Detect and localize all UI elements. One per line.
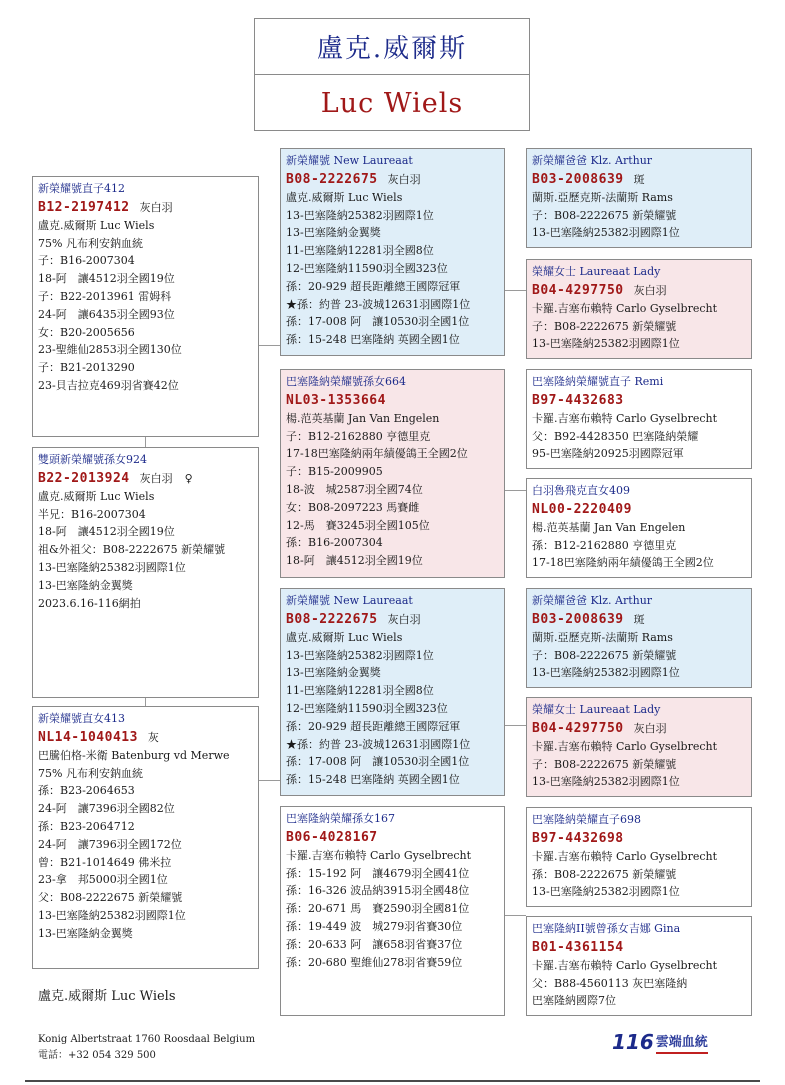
pedigree-box-dam-left: [32, 706, 259, 969]
title-chinese: 盧克.威爾斯: [255, 19, 529, 75]
box-header: 巴塞隆納榮耀孫女167: [286, 812, 395, 825]
ring-number: B06-4028167: [286, 829, 378, 845]
info-line: 盧克.威爾斯 Luc Wiels: [38, 218, 155, 232]
info-line: 孫：15-192 阿 讓4679羽全國41位: [286, 866, 470, 880]
info-line: 孫：15-248 巴塞隆納 英國全國1位: [286, 333, 460, 347]
title-box: [254, 18, 530, 131]
bottom-divider: [25, 1080, 760, 1082]
box-header: 新榮耀爸爸 Klz. Arthur: [532, 154, 653, 167]
ring-number: B04-4297750: [532, 720, 624, 736]
logo-number: 116: [612, 1030, 654, 1054]
info-line: 95-巴塞隆納20925羽國際冠軍: [532, 447, 684, 461]
info-line: 子：B08-2222675 新榮耀號: [532, 208, 677, 222]
info-line: 17-18巴塞隆納兩年績優鴿王全國2位: [532, 556, 714, 570]
info-line: 巴塞隆納國際7位: [532, 994, 616, 1008]
info-line: 父：B92-4428350 巴塞隆納榮耀: [532, 429, 699, 443]
info-line: 23-聖維仙2853羽全國130位: [38, 343, 182, 357]
info-line: 子：B21-2013290: [38, 361, 135, 375]
info-line: 13-巴塞隆納25382羽國際1位: [38, 560, 186, 574]
info-line: 子：B08-2222675 新榮耀號: [532, 648, 677, 662]
connector: [504, 490, 526, 491]
info-line: 12-巴塞隆納11590羽全國323位: [286, 701, 448, 715]
pedigree-box-ggp7: [526, 807, 752, 907]
female-sex-icon: ♀: [184, 471, 193, 485]
plumage-color: 灰白羽: [387, 172, 421, 186]
info-line: 孫：20-671 馬 賽2590羽全國81位: [286, 902, 470, 916]
info-line: 13-巴塞隆納25382羽國際1位: [532, 885, 680, 899]
info-line: 孫：B23-2064653: [38, 784, 135, 798]
info-line: 孫：B12-2162880 亨德里克: [532, 538, 677, 552]
ring-number: B03-2008639: [532, 611, 624, 627]
info-line: 孫：B08-2222675 新榮耀號: [532, 867, 677, 881]
box-header: 雙頭新榮耀號孫女924: [38, 453, 147, 466]
breeder-name: 盧克.威爾斯 Luc Wiels: [38, 989, 176, 1004]
connector: [504, 725, 526, 726]
info-line: 孫：20-929 超長距離總王國際冠軍: [286, 719, 461, 733]
info-line: 2023.6.16-116網拍: [38, 596, 141, 610]
info-line: 蘭斯.亞歷克斯-法蘭斯 Rams: [532, 630, 673, 644]
info-line: 蘭斯.亞歷克斯-法蘭斯 Rams: [532, 190, 673, 204]
ring-number: B04-4297750: [532, 282, 624, 298]
ring-number: NL14-1040413: [38, 729, 138, 745]
info-line: 11-巴塞隆納12281羽全國8位: [286, 244, 434, 258]
info-line: 12-馬 賽3245羽全國105位: [286, 518, 430, 532]
box-header: 新榮耀號直子412: [38, 182, 125, 195]
box-header: 巴塞隆納榮耀號孫女664: [286, 375, 406, 388]
info-line: 孫：20-929 超長距離總王國際冠軍: [286, 279, 461, 293]
plumage-color: 灰白羽: [633, 721, 667, 735]
info-line: 18-阿 讓4512羽全國19位: [286, 554, 423, 568]
plumage-color: 灰: [147, 730, 159, 744]
info-line: ★孫：約普 23-波城12631羽國際1位: [286, 737, 471, 751]
info-line: 子：B08-2222675 新榮耀號: [532, 757, 677, 771]
info-line: 75% 凡布利安鈉血統: [38, 766, 143, 780]
connector: [145, 698, 146, 706]
info-line: 孫：19-449 波 城279羽省賽30位: [286, 919, 463, 933]
info-line: 13-巴塞隆納25382羽國際1位: [286, 208, 434, 222]
ring-number: B22-2013924: [38, 470, 130, 486]
connector: [258, 780, 280, 781]
pedigree-box-ggp8: [526, 916, 752, 1016]
plumage-color: 灰白羽: [139, 471, 173, 485]
pedigree-box-ggp6: [526, 697, 752, 797]
info-line: 75% 凡布利安鈉血統: [38, 236, 143, 250]
ring-number: B03-2008639: [532, 171, 624, 187]
info-line: 卡羅.吉塞布賴特 Carlo Gyselbrecht: [532, 739, 718, 753]
pedigree-box-ggp5: [526, 588, 752, 688]
info-line: ★孫：約普 23-波城12631羽國際1位: [286, 297, 471, 311]
info-line: 子：B22-2013961 雷姆科: [38, 289, 172, 303]
info-line: 13-巴塞隆納25382羽國際1位: [38, 908, 186, 922]
info-line: 曾：B21-1014649 佛米拉: [38, 855, 172, 869]
info-line: 13-巴塞隆納25382羽國際1位: [532, 337, 680, 351]
box-header: 榮耀女士 Laureaat Lady: [532, 265, 661, 278]
pedigree-box-gp1: [280, 148, 505, 356]
info-line: 24-阿 讓7396羽全國82位: [38, 802, 175, 816]
pedigree-box-gp2: [280, 369, 505, 578]
info-line: 11-巴塞隆納12281羽全國8位: [286, 684, 434, 698]
info-line: 24-阿 讓7396羽全國172位: [38, 837, 182, 851]
info-line: 父：B08-2222675 新榮耀號: [38, 891, 183, 905]
box-header: 巴塞隆納II號曾孫女吉娜 Gina: [532, 922, 681, 935]
info-line: 祖&外祖父：B08-2222675 新榮耀號: [38, 543, 226, 557]
info-line: 卡羅.吉塞布賴特 Carlo Gyselbrecht: [286, 848, 472, 862]
box-header: 新榮耀爸爸 Klz. Arthur: [532, 594, 653, 607]
logo: [612, 1030, 708, 1054]
info-line: 卡羅.吉塞布賴特 Carlo Gyselbrecht: [532, 849, 718, 863]
info-line: 24-阿 讓6435羽全國93位: [38, 307, 175, 321]
ring-number: NL00-2220409: [532, 501, 632, 517]
info-line: 楊.范英基蘭 Jan Van Engelen: [286, 411, 440, 425]
connector: [258, 345, 280, 346]
ring-number: B08-2222675: [286, 611, 378, 627]
box-header: 新榮耀號直女413: [38, 712, 125, 725]
address: Konig Albertstraat 1760 Roosdaal Belgium: [38, 1034, 256, 1045]
info-line: 女：B20-2005656: [38, 325, 135, 339]
info-line: 孫：16-326 波品納3915羽全國48位: [286, 884, 470, 898]
connector: [145, 437, 146, 447]
ring-number: B01-4361154: [532, 939, 624, 955]
info-line: 卡羅.吉塞布賴特 Carlo Gyselbrecht: [532, 301, 718, 315]
pedigree-box-ggp4: [526, 478, 752, 578]
info-line: 12-巴塞隆納11590羽全國323位: [286, 261, 448, 275]
pedigree-box-subject: [32, 447, 259, 698]
pedigree-box-ggp3: [526, 369, 752, 469]
info-line: 卡羅.吉塞布賴特 Carlo Gyselbrecht: [532, 958, 718, 972]
info-line: 孫：17-008 阿 讓10530羽全國1位: [286, 315, 470, 329]
box-header: 巴塞隆納榮耀直子698: [532, 813, 641, 826]
info-line: 17-18巴塞隆納兩年績優鴿王全國2位: [286, 447, 468, 461]
connector: [504, 290, 526, 291]
pedigree-box-ggp1: [526, 148, 752, 248]
info-line: 孫：20-680 聖維仙278羽省賽59位: [286, 955, 463, 969]
info-line: 18-阿 讓4512羽全國19位: [38, 272, 175, 286]
info-line: 子：B15-2009905: [286, 465, 383, 479]
info-line: 18-波 城2587羽全國74位: [286, 482, 423, 496]
info-line: 子：B08-2222675 新榮耀號: [532, 319, 677, 333]
ring-number: B97-4432683: [532, 392, 624, 408]
ring-number: B97-4432698: [532, 830, 624, 846]
connector: [504, 915, 526, 916]
ring-number: B12-2197412: [38, 199, 130, 215]
info-line: 13-巴塞隆納25382羽國際1位: [532, 226, 680, 240]
logo-text: 雲端血統: [656, 1031, 708, 1054]
info-line: 盧克.威爾斯 Luc Wiels: [286, 190, 403, 204]
info-line: 半兄：B16-2007304: [38, 507, 146, 521]
pedigree-box-ggp2: [526, 259, 752, 359]
info-line: 孫：B23-2064712: [38, 819, 135, 833]
box-header: 新榮耀號 New Laureaat: [286, 594, 413, 607]
pedigree-box-sire-left: [32, 176, 259, 437]
info-line: 孫：17-008 阿 讓10530羽全國1位: [286, 755, 470, 769]
pedigree-box-gp4: [280, 806, 505, 1016]
info-line: 13-巴塞隆納金翼獎: [38, 578, 133, 592]
info-line: 孫：20-633 阿 讓658羽省賽37位: [286, 937, 463, 951]
box-header: 白羽魯飛克直女409: [532, 484, 630, 497]
info-line: 卡羅.吉塞布賴特 Carlo Gyselbrecht: [532, 411, 718, 425]
info-line: 18-阿 讓4512羽全國19位: [38, 525, 175, 539]
info-line: 孫：B16-2007304: [286, 536, 383, 550]
info-line: 父：B88-4560113 灰巴塞隆納: [532, 976, 688, 990]
info-line: 13-巴塞隆納25382羽國際1位: [532, 666, 680, 680]
plumage-color: 斑: [633, 612, 645, 626]
info-line: 23-貝吉拉克469羽省賽42位: [38, 378, 179, 392]
info-line: 楊.范英基蘭 Jan Van Engelen: [532, 520, 686, 534]
box-header: 榮耀女士 Laureaat Lady: [532, 703, 661, 716]
box-header: 巴塞隆納榮耀號直子 Remi: [532, 375, 664, 388]
info-line: 23-拿 邦5000羽全國1位: [38, 873, 168, 887]
plumage-color: 斑: [633, 172, 645, 186]
info-line: 盧克.威爾斯 Luc Wiels: [286, 630, 403, 644]
plumage-color: 灰白羽: [139, 200, 173, 214]
ring-number: B08-2222675: [286, 171, 378, 187]
info-line: 13-巴塞隆納25382羽國際1位: [286, 648, 434, 662]
pedigree-box-gp3: [280, 588, 505, 796]
info-line: 13-巴塞隆納金翼獎: [286, 226, 381, 240]
info-line: 女：B08-2097223 馬賽雌: [286, 500, 420, 514]
info-line: 13-巴塞隆納25382羽國際1位: [532, 775, 680, 789]
info-line: 子：B12-2162880 亨德里克: [286, 429, 431, 443]
title-english: Luc Wiels: [320, 87, 464, 119]
info-line: 巴騰伯格-米衛 Batenburg vd Merwe: [38, 748, 230, 762]
info-line: 13-巴塞隆納金翼獎: [38, 926, 133, 940]
info-line: 子：B16-2007304: [38, 254, 135, 268]
info-line: 13-巴塞隆納金翼獎: [286, 666, 381, 680]
box-header: 新榮耀號 New Laureaat: [286, 154, 413, 167]
plumage-color: 灰白羽: [633, 283, 667, 297]
contact-block: [38, 1032, 255, 1064]
phone: 電話：+32 054 329 500: [38, 1050, 156, 1061]
info-line: 孫：15-248 巴塞隆納 英國全國1位: [286, 773, 460, 787]
ring-number: NL03-1353664: [286, 392, 386, 408]
plumage-color: 灰白羽: [387, 612, 421, 626]
info-line: 盧克.威爾斯 Luc Wiels: [38, 489, 155, 503]
